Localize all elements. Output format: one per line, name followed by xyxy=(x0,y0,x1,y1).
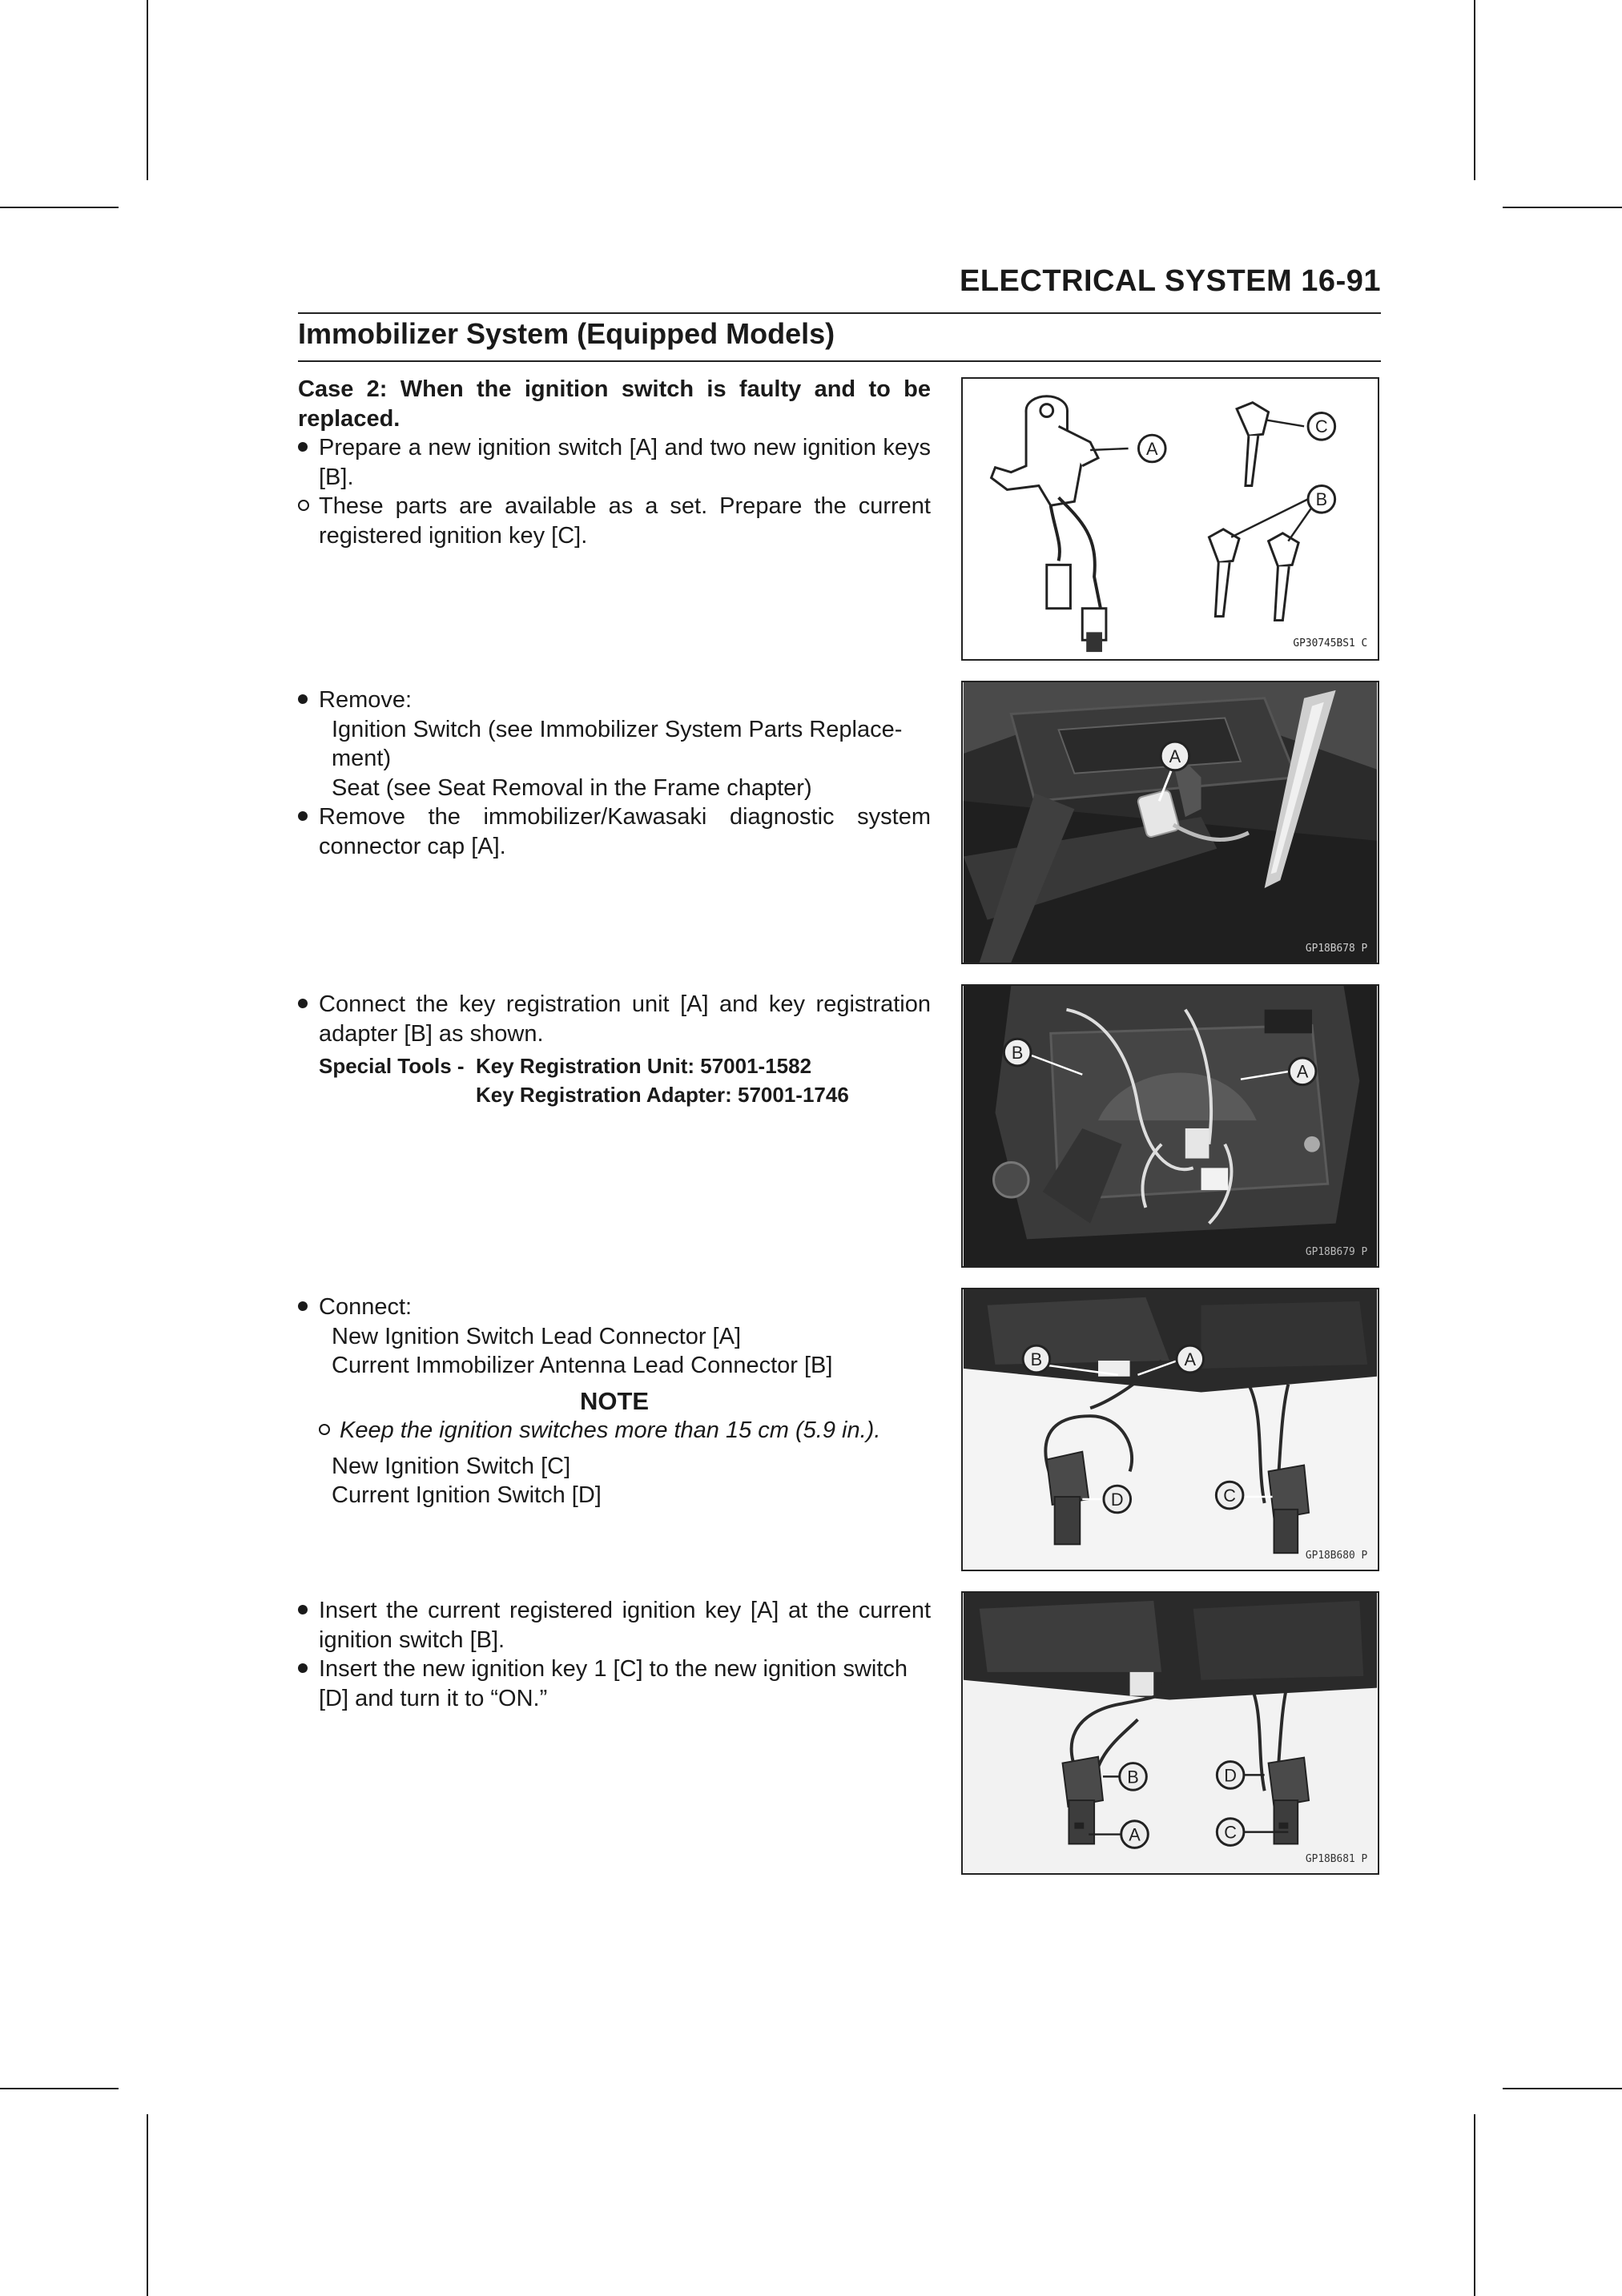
list-item xyxy=(298,802,931,861)
step-2 xyxy=(298,686,931,861)
instruction-text: Remove the immobilizer/Kawasaki diagnostic system connector cap [A]. xyxy=(319,804,931,859)
step-5 xyxy=(298,1596,931,1713)
callout-label: B xyxy=(1127,1767,1139,1787)
bullet-icon xyxy=(298,1605,308,1614)
list-item xyxy=(298,1293,931,1322)
parts-illustration xyxy=(963,379,1378,659)
instruction-text: Connect: xyxy=(319,1294,413,1320)
bullet-icon xyxy=(298,999,308,1008)
figure-code: GP18B678 P xyxy=(1305,943,1368,955)
crop-mark xyxy=(1474,2114,1475,2296)
callout-label: D xyxy=(1224,1765,1238,1786)
figure-connector-cap xyxy=(961,681,1379,964)
special-tools-label: Special Tools - xyxy=(319,1054,465,1078)
instruction-text: Insert the new ignition key 1 [C] to the new ignition switch [D] and turn it to “ON.” xyxy=(319,1656,908,1711)
crop-mark xyxy=(1474,0,1475,180)
crop-mark xyxy=(147,0,148,180)
instruction-text: Insert the current registered ignition key [A] at the current ignition switch [B]. xyxy=(319,1598,931,1653)
list-item xyxy=(298,1596,931,1655)
list-item xyxy=(298,492,931,550)
note-title: NOTE xyxy=(579,1386,650,1415)
step-4 xyxy=(298,1293,931,1510)
sub-item: Current Immobilizer Antenna Lead Connector [B] xyxy=(332,1353,833,1378)
bullet-icon xyxy=(298,811,308,821)
callout-label: B xyxy=(1030,1349,1043,1369)
callout-label: A xyxy=(1296,1061,1309,1082)
list-item xyxy=(298,686,931,715)
instruction-text: Prepare a new ignition switch [A] and two new ignition keys [B]. xyxy=(319,435,931,490)
callout-label: D xyxy=(1110,1489,1124,1510)
figure-code: GP18B679 P xyxy=(1305,1246,1368,1259)
bullet-icon xyxy=(298,1301,308,1311)
bullet-icon xyxy=(298,1663,308,1673)
crop-mark xyxy=(1503,207,1622,208)
sub-item: New Ignition Switch Lead Connector [A] xyxy=(332,1323,741,1349)
callout-label: B xyxy=(1011,1042,1024,1063)
figure-ignition-switch-keys xyxy=(961,377,1379,661)
callout-label: C xyxy=(1224,1822,1238,1843)
list-item xyxy=(298,433,931,492)
photo-switches-connected xyxy=(963,1289,1378,1570)
list-item xyxy=(298,1655,931,1713)
photo-registration-unit xyxy=(963,986,1378,1266)
crop-mark xyxy=(147,2114,148,2296)
sub-bullet-icon xyxy=(319,1424,330,1435)
instruction-text: These parts are available as a set. Prepare the current registered ignition key [C]. xyxy=(319,493,931,549)
callout-label: A xyxy=(1184,1349,1196,1369)
callout-label: B xyxy=(1315,489,1328,510)
callout-label: C xyxy=(1314,416,1328,437)
figure-registration-unit xyxy=(961,984,1379,1268)
crop-mark xyxy=(1503,2088,1622,2089)
figure-keys-inserted xyxy=(961,1591,1379,1875)
callout-label: A xyxy=(1169,746,1181,766)
bullet-icon xyxy=(298,694,308,704)
bullet-icon xyxy=(298,442,308,452)
callout-label: A xyxy=(1129,1824,1141,1845)
list-item xyxy=(298,990,931,1048)
callout-label: A xyxy=(1146,438,1158,459)
crop-mark xyxy=(0,207,119,208)
photo-keys-inserted xyxy=(963,1593,1378,1873)
crop-mark xyxy=(0,2088,119,2089)
section-title: Immobilizer System (Equipped Models) xyxy=(298,312,1381,362)
figure-code: GP18B681 P xyxy=(1305,1853,1368,1866)
page-header: ELECTRICAL SYSTEM 16-91 xyxy=(959,264,1381,298)
sub-item: Current Ignition Switch [D] xyxy=(332,1482,602,1508)
tool-item: Key Registration Adapter: 57001-1746 xyxy=(476,1083,849,1107)
note-text: Keep the ignition switches more than 15 cm (5.9 in.). xyxy=(340,1417,881,1443)
sub-item: Seat (see Seat Removal in the Frame chapter) xyxy=(332,774,812,801)
callout-label: C xyxy=(1223,1485,1237,1506)
special-tools xyxy=(298,1051,931,1109)
step-1 xyxy=(298,375,931,550)
step-3 xyxy=(298,990,931,1109)
photo-connector-cap xyxy=(963,682,1378,963)
instruction-text: Remove: xyxy=(319,687,413,713)
case-title: Case 2: When the ignition switch is faulty and to be replaced. xyxy=(298,376,931,432)
tool-item: Key Registration Unit: 57001-1582 xyxy=(476,1054,812,1078)
sub-item: Ignition Switch (see Immobilizer System Parts Replace-ment) xyxy=(332,716,903,771)
sub-bullet-icon xyxy=(298,500,309,511)
figure-code: GP30745BS1 C xyxy=(1293,637,1368,650)
instruction-text: Connect the key registration unit [A] and key registration adapter [B] as shown. xyxy=(319,991,931,1047)
figure-code: GP18B680 P xyxy=(1305,1550,1368,1562)
note-item xyxy=(319,1416,931,1446)
sub-item: New Ignition Switch [C] xyxy=(332,1453,571,1479)
figure-ignition-switches-connected xyxy=(961,1288,1379,1571)
